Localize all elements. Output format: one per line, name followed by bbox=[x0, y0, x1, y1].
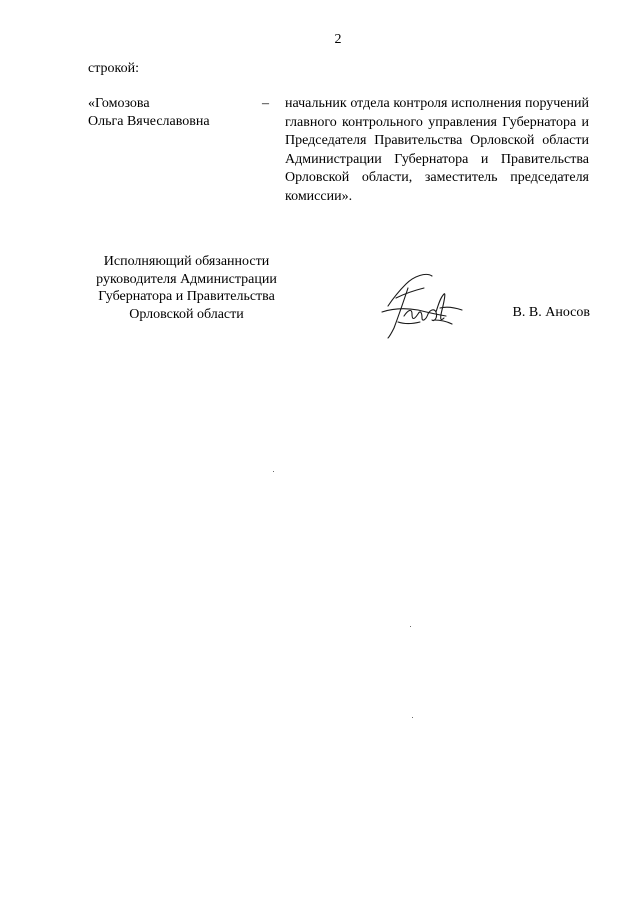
page-number: 2 bbox=[334, 32, 342, 47]
entry-dash: – bbox=[262, 96, 269, 111]
signer-position-line-4: Орловской области bbox=[129, 306, 244, 322]
handwritten-signature bbox=[374, 268, 466, 340]
scan-speck bbox=[410, 626, 411, 627]
signer-position bbox=[84, 253, 289, 323]
signer-position-line-2: руководителя Администрации bbox=[96, 271, 277, 287]
entry-person-name bbox=[88, 95, 258, 131]
entry-description: начальник отдела контроля исполнения поручений главного контрольного управления Губернатора и Председателя Правительства Орловской области Администрации Губернатора и Правительства Орловской области, заместитель председателя комиссии». bbox=[285, 96, 589, 204]
scan-speck bbox=[273, 471, 274, 472]
entry-surname: «Гомозова bbox=[88, 96, 150, 111]
scan-speck bbox=[412, 717, 413, 718]
intro-text: строкой: bbox=[88, 61, 139, 76]
signer-name: В. В. Аносов bbox=[512, 305, 590, 320]
signer-position-line-3: Губернатора и Правительства bbox=[98, 289, 275, 304]
signer-position-line-1: Исполняющий обязанности bbox=[103, 254, 270, 269]
entry-given-names: Ольга Вячеславовна bbox=[88, 114, 210, 129]
